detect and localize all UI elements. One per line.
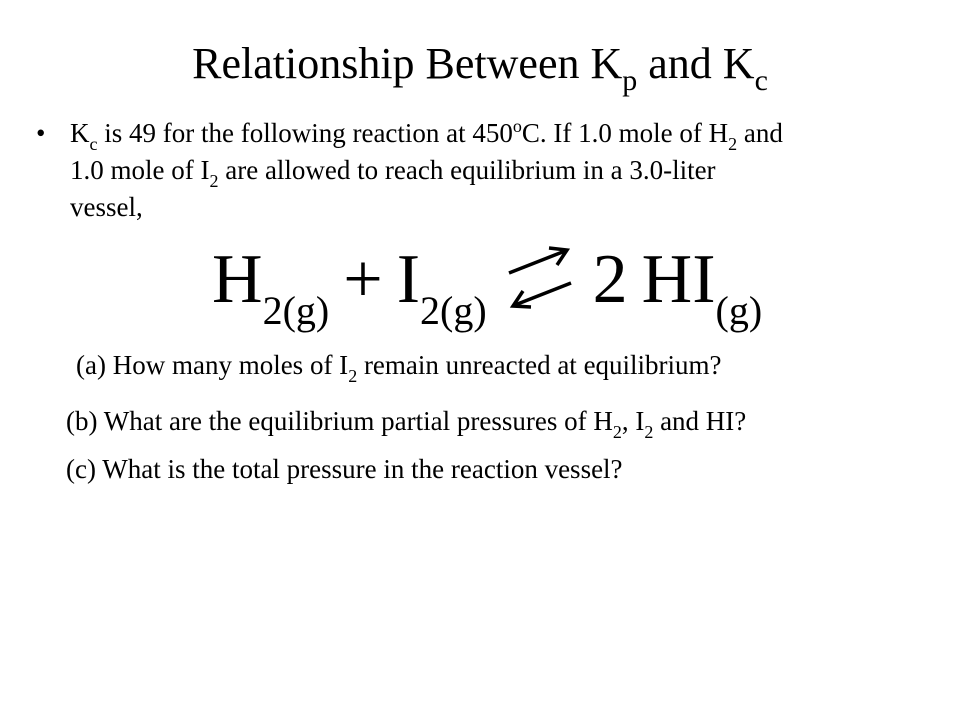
i2-subscript: 2 — [209, 171, 219, 191]
question-a-text: (a) How many moles of I — [76, 350, 349, 380]
bullet-text — [70, 116, 926, 224]
eq-hi: HI — [641, 241, 716, 318]
question-b — [66, 404, 746, 441]
equilibrium-arrows-icon — [501, 243, 579, 313]
question-a-text: remain unreacted at equilibrium? — [357, 350, 722, 380]
eq-i: I — [396, 241, 420, 318]
i2-subscript: 2 — [644, 422, 654, 442]
question-a — [76, 348, 722, 385]
bullet-line-2 — [70, 153, 926, 190]
question-b-text: and HI? — [653, 406, 747, 436]
bullet-line-3: vessel, — [70, 192, 143, 222]
kc-symbol: K — [70, 118, 90, 148]
title-main: Relationship Between K — [192, 39, 623, 88]
h2-subscript: 2 — [728, 134, 738, 154]
bullet-text-segment: and — [737, 118, 783, 148]
kc-subscript: c — [89, 134, 98, 154]
i2-subscript: 2 — [348, 366, 358, 386]
title-subscript-c: c — [754, 64, 768, 97]
degree-superscript: o — [512, 116, 522, 136]
eq-i-subscript: 2(g) — [420, 288, 487, 333]
bullet-text-segment: 1.0 mole of I — [70, 155, 210, 185]
question-c — [66, 452, 623, 486]
question-b-text: , I — [621, 406, 645, 436]
title-mid: and K — [637, 39, 755, 88]
slide-title — [0, 36, 960, 97]
eq-hi-subscript: (g) — [715, 288, 763, 333]
bullet-text-segment: are allowed to reach equilibrium in a 3.0-liter — [218, 155, 716, 185]
eq-plus: + — [343, 241, 383, 318]
question-c-text: (c) What is the total pressure in the reaction vessel? — [66, 454, 623, 484]
eq-h: H — [212, 241, 263, 318]
title-subscript-p: p — [622, 64, 638, 97]
bullet-icon: • — [36, 118, 46, 148]
eq-coefficient: 2 — [592, 241, 628, 318]
bullet-text-segment: C. If 1.0 mole of H — [521, 118, 729, 148]
bullet-text-segment: is 49 for the following reaction at 450 — [97, 118, 513, 148]
h2-subscript: 2 — [612, 422, 622, 442]
eq-h-subscript: 2(g) — [262, 288, 330, 333]
question-b-text: (b) What are the equilibrium partial pressures of H — [66, 406, 613, 436]
bullet-line-1 — [70, 116, 926, 153]
reaction-equation — [212, 232, 772, 333]
